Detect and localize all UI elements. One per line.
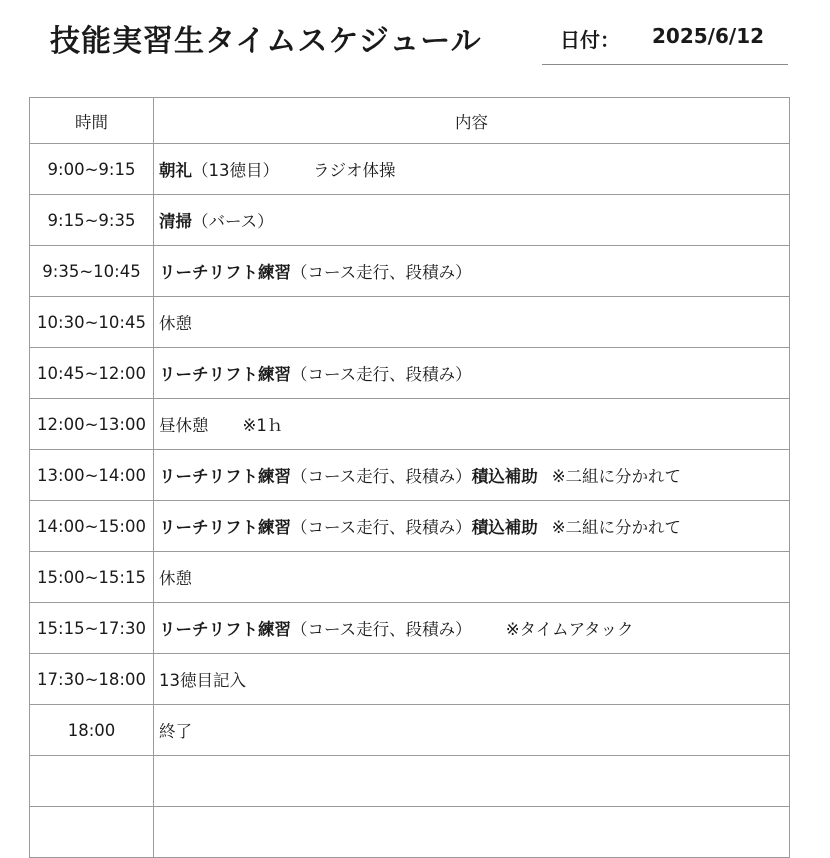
content-cell — [154, 603, 790, 654]
time-cell: 9:00~9:15 — [30, 144, 154, 195]
activity-title: リーチリフト練習 — [159, 467, 291, 486]
time-cell: 13:00~14:00 — [30, 450, 154, 501]
time-cell: 14:00~15:00 — [30, 501, 154, 552]
date-underline — [542, 64, 788, 65]
content-cell — [154, 144, 790, 195]
activity-title: 朝礼 — [159, 161, 192, 180]
activity-title: リーチリフト練習 — [159, 263, 291, 282]
table-row — [30, 501, 790, 552]
activity-note: ※二組に分かれて — [551, 518, 682, 537]
table-row — [30, 195, 790, 246]
activity-title: 昼休憩 — [159, 416, 209, 435]
time-cell: 9:15~9:35 — [30, 195, 154, 246]
date-label: 日付： — [560, 28, 620, 52]
table-row — [30, 450, 790, 501]
time-cell — [30, 807, 154, 858]
table-row — [30, 705, 790, 756]
content-cell: 休憩 — [154, 297, 790, 348]
activity-detail: （13徳目） — [192, 161, 279, 180]
time-cell: 10:30~10:45 — [30, 297, 154, 348]
activity-detail: （コース走行、段積み） — [291, 620, 472, 639]
schedule-table — [29, 97, 790, 858]
activity-detail: （コース走行、段積み） — [291, 518, 472, 537]
time-cell: 15:00~15:15 — [30, 552, 154, 603]
activity-title: 清掃 — [159, 212, 192, 231]
content-cell — [154, 399, 790, 450]
table-row — [30, 399, 790, 450]
time-cell: 9:35~10:45 — [30, 246, 154, 297]
content-cell — [154, 195, 790, 246]
activity-secondary: 積込補助 — [471, 518, 538, 537]
content-cell: 休憩 — [154, 552, 790, 603]
activity-title: リーチリフト練習 — [159, 620, 291, 639]
content-cell — [154, 450, 790, 501]
activity-detail: （コース走行、段積み） — [291, 263, 472, 282]
activity-secondary: 積込補助 — [471, 467, 538, 486]
activity-title: リーチリフト練習 — [159, 365, 291, 384]
table-row — [30, 756, 790, 807]
table-row — [30, 246, 790, 297]
table-header-row — [30, 98, 790, 144]
table-row — [30, 807, 790, 858]
header-time: 時間 — [30, 98, 154, 144]
table-row — [30, 654, 790, 705]
activity-note: ※タイムアタック — [505, 620, 634, 639]
time-cell — [30, 756, 154, 807]
content-cell — [154, 348, 790, 399]
activity-title: リーチリフト練習 — [159, 518, 291, 537]
time-cell: 10:45~12:00 — [30, 348, 154, 399]
activity-detail: （コース走行、段積み） — [291, 365, 472, 384]
header-content: 内容 — [154, 98, 790, 144]
content-cell: 13徳目記入 — [154, 654, 790, 705]
table-row — [30, 552, 790, 603]
content-cell — [154, 756, 790, 807]
content-cell — [154, 807, 790, 858]
activity-detail: （コース走行、段積み） — [291, 467, 472, 486]
time-cell: 12:00~13:00 — [30, 399, 154, 450]
content-cell — [154, 246, 790, 297]
page-title: 技能実習生タイムスケジュール — [50, 24, 482, 59]
time-cell: 17:30~18:00 — [30, 654, 154, 705]
activity-detail: （バース） — [192, 212, 274, 231]
table-row — [30, 144, 790, 195]
content-cell — [154, 501, 790, 552]
table-row — [30, 348, 790, 399]
table-row — [30, 603, 790, 654]
activity-note: ※二組に分かれて — [551, 467, 682, 486]
activity-note: ※1ｈ — [242, 416, 284, 435]
table-row — [30, 297, 790, 348]
content-cell: 終了 — [154, 705, 790, 756]
date-value: 2025/6/12 — [652, 24, 765, 48]
time-cell: 15:15~17:30 — [30, 603, 154, 654]
time-cell: 18:00 — [30, 705, 154, 756]
activity-note: ラジオ体操 — [313, 161, 396, 180]
